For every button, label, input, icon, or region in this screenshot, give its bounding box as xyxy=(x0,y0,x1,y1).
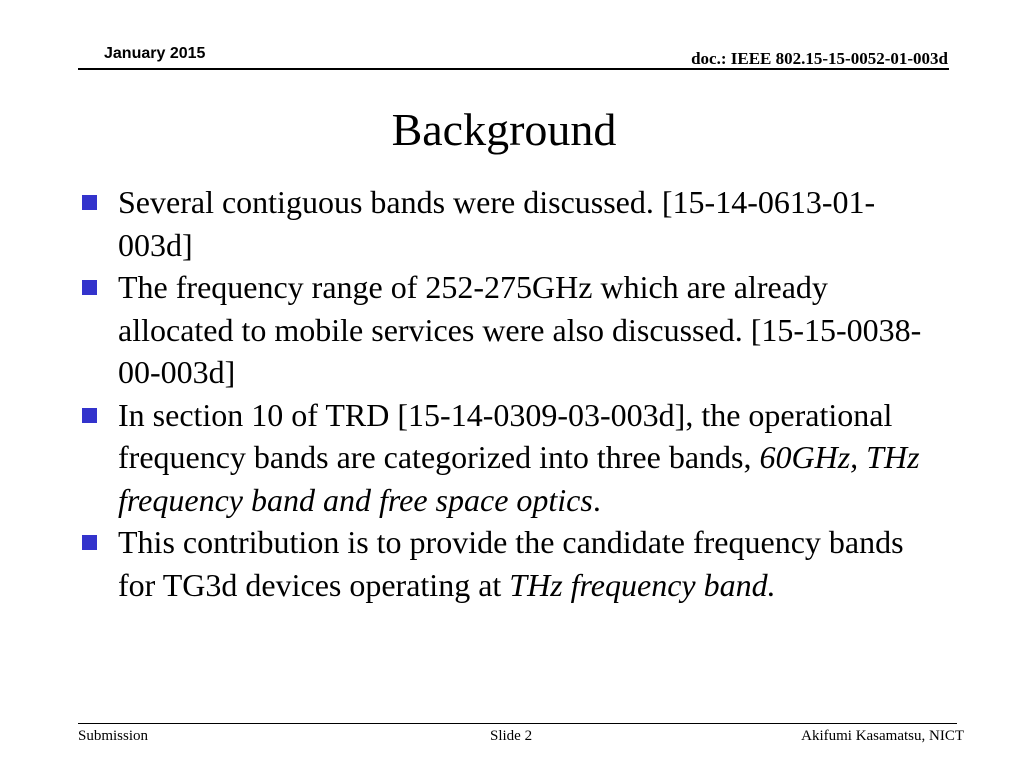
square-bullet-icon xyxy=(82,195,97,210)
bullet-text xyxy=(118,184,875,263)
header-date: January 2015 xyxy=(104,45,206,62)
header-divider xyxy=(78,68,949,70)
bullet-item xyxy=(78,181,923,266)
bullet-text xyxy=(118,397,920,518)
bullet-text-italic: 60GHz, THz frequency band and free space optics xyxy=(118,439,920,518)
footer-divider xyxy=(78,723,957,724)
footer-author: Akifumi Kasamatsu, NICT xyxy=(801,728,964,744)
bullet-text-segment: Several contiguous bands were discussed. [15-14-0613-01-003d] xyxy=(118,184,876,263)
bullet-text xyxy=(118,524,904,603)
header-doc-id: doc.: IEEE 802.15-15-0052-01-003d xyxy=(691,49,948,68)
bullet-item xyxy=(78,521,923,606)
bullet-text-italic: THz frequency band. xyxy=(509,566,776,603)
bullet-item xyxy=(78,266,923,394)
bullet-text-segment: The frequency range of 252-275GHz which are already allocated to mobile services were also discussed. [15-15-0038-00-003d] xyxy=(118,269,922,390)
bullet-text xyxy=(118,269,921,390)
bullet-text-segment: . xyxy=(592,481,601,518)
bullet-list xyxy=(78,181,923,606)
bullet-item xyxy=(78,394,923,522)
bullet-text-segment: In section 10 of TRD [15-14-0309-03-003d], the operational frequency bands are categorized into three bands, xyxy=(118,396,893,475)
footer-submission: Submission xyxy=(78,728,149,744)
square-bullet-icon xyxy=(82,535,97,550)
square-bullet-icon xyxy=(82,280,97,295)
square-bullet-icon xyxy=(82,408,97,423)
footer-slide-number: Slide 2 xyxy=(490,728,533,744)
bullet-text-segment: This contribution is to provide the candidate frequency bands for TG3d devices operating at xyxy=(118,524,904,603)
slide-title: Background xyxy=(391,104,617,155)
